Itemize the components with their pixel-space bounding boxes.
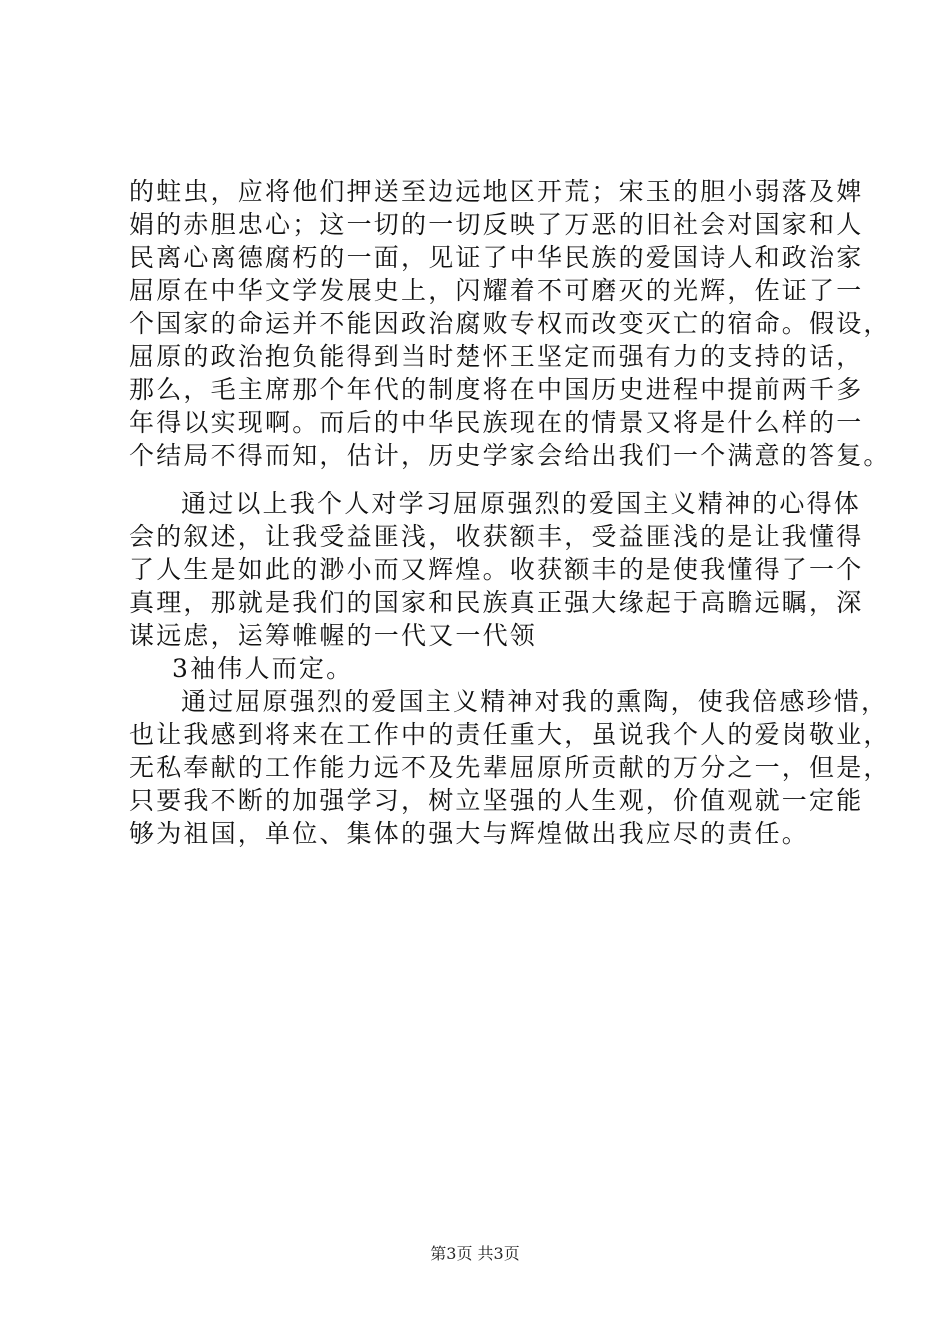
text-line: 真理，那就是我们的国家和民族真正强大缘起于高瞻远瞩，深	[129, 588, 864, 617]
text-line: 只要我不断的加强学习，树立坚强的人生观，价值观就一定能	[129, 786, 864, 815]
text-line: 会的叙述，让我受益匪浅，收获额丰，受益匪浅的是让我懂得	[129, 522, 864, 551]
text-line: 个国家的命运并不能因政治腐败专权而改变灭亡的宿命。假设，	[129, 309, 891, 338]
text-line: 够为祖国，单位、集体的强大与辉煌做出我应尽的责任。	[129, 819, 810, 848]
text-line: 谋远虑，运筹帷幄的一代又一代领	[129, 621, 538, 650]
text-line: 屈原在中华文学发展史上，闪耀着不可磨灭的光辉，佐证了一	[129, 276, 864, 305]
text-line: 那么，毛主席那个年代的制度将在中国历史进程中提前两千多	[129, 375, 864, 404]
text-line: 民离心离德腐朽的一面，见证了中华民族的爱国诗人和政治家	[129, 243, 864, 272]
text-line: 年得以实现啊。而后的中华民族现在的情景又将是什么样的一	[129, 408, 864, 437]
paragraph-first-line: 通过以上我个人对学习屈原强烈的爱国主义精神的心得体	[181, 489, 862, 518]
text-line: 了人生是如此的渺小而又辉煌。收获额丰的是使我懂得了一个	[129, 555, 864, 584]
text-line: 也让我感到将来在工作中的责任重大，虽说我个人的爱岗敬业，	[129, 720, 891, 749]
page-footer: 第3页 共3页	[430, 1244, 520, 1263]
text-line: 3袖伟人而定。	[172, 654, 354, 683]
text-line: 娟的赤胆忠心；这一切的一切反映了万恶的旧社会对国家和人	[129, 210, 864, 239]
paragraph-first-line: 通过屈原强烈的爱国主义精神对我的熏陶，使我倍感珍惜，	[181, 687, 889, 716]
text-line: 无私奉献的工作能力远不及先辈屈原所贡献的万分之一，但是，	[129, 753, 891, 782]
text-line: 屈原的政治抱负能得到当时楚怀王坚定而强有力的支持的话，	[129, 342, 864, 371]
text-line: 的蛀虫，应将他们押送至边远地区开荒；宋玉的胆小弱落及婢	[129, 177, 864, 206]
text-line: 个结局不得而知，估计，历史学家会给出我们一个满意的答复。	[129, 441, 891, 470]
